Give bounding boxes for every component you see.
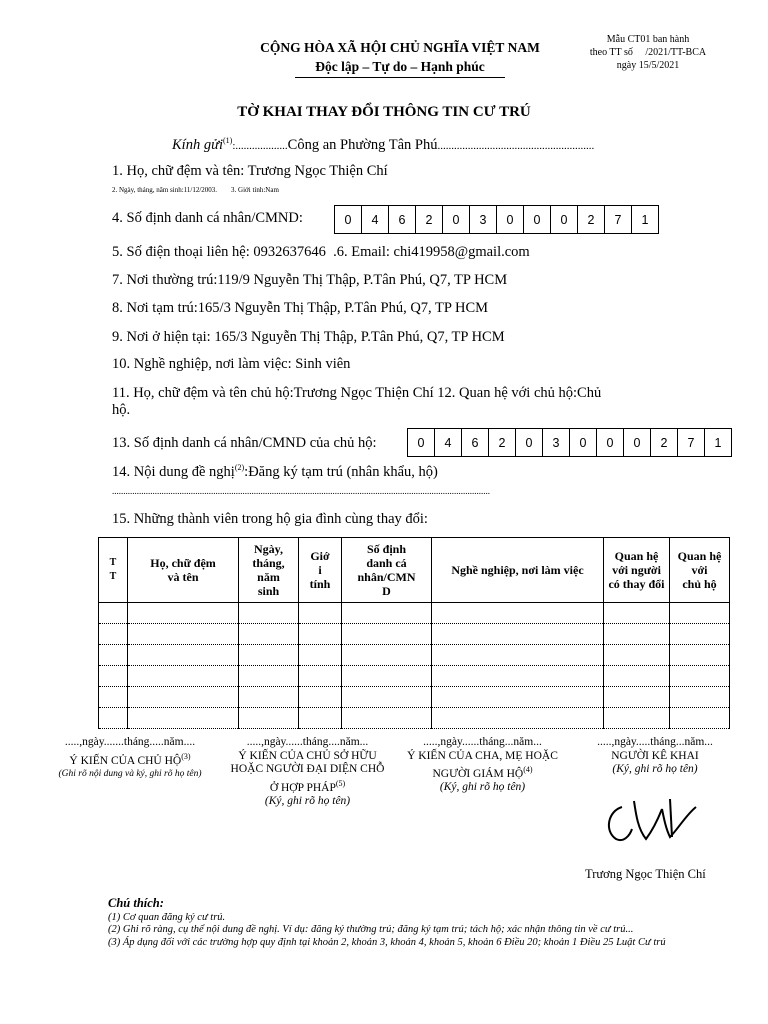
table-header-cell: Họ, chữ đệm và tên — [128, 538, 239, 603]
table-cell — [670, 645, 730, 666]
field-temporary-address: 8. Nơi tạm trú:165/3 Nguyễn Thị Thập, P.Tân Phú, Q7, TP HCM — [112, 300, 489, 316]
table-cell — [299, 645, 342, 666]
field-household-head: 11. Họ, chữ đệm và tên chủ hộ:Trương Ngọc Thiện Chí 12. Quan hệ với chủ hộ:Chủ — [112, 385, 602, 401]
table-cell — [342, 603, 432, 624]
motto: Độc lập – Tự do – Hạnh phúc — [315, 59, 485, 74]
table-cell — [239, 645, 299, 666]
note-item: (1) Cơ quan đăng ký cư trú. — [108, 911, 226, 923]
table-cell — [99, 687, 128, 708]
field-request-content — [112, 463, 438, 481]
id-digit-box: 3 — [543, 429, 570, 456]
sig-sup: (5) — [335, 778, 346, 788]
table-cell — [299, 603, 342, 624]
table-cell — [299, 708, 342, 729]
recipient-value: Công an Phường Tân Phú — [287, 136, 438, 153]
form-code-line: ngày 15/5/2021 — [616, 60, 680, 71]
table-cell — [128, 645, 239, 666]
table-cell — [342, 708, 432, 729]
id-digit-box: 4 — [435, 429, 462, 456]
national-header — [200, 40, 600, 78]
id-digit-box: 0 — [597, 429, 624, 456]
table-header-cell: Ngày, tháng, năm sinh — [239, 538, 299, 603]
request-sup: (2) — [234, 463, 245, 472]
table-cell — [99, 666, 128, 687]
recipient-sup: (1) — [223, 136, 233, 145]
table-cell — [432, 603, 604, 624]
table-cell — [670, 624, 730, 645]
sig-date: .....,ngày.....tháng...năm... — [597, 736, 713, 748]
table-cell — [128, 687, 239, 708]
table-row — [99, 603, 730, 624]
handwritten-signature — [600, 795, 700, 850]
table-cell — [299, 666, 342, 687]
field-head-id-label: 13. Số định danh cá nhân/CMND của chủ hộ: — [112, 435, 377, 451]
members-table — [98, 537, 730, 729]
table-cell — [299, 687, 342, 708]
sig-note: (Ký, ghi rõ họ tên) — [439, 781, 526, 794]
table-cell — [432, 645, 604, 666]
table-cell — [670, 687, 730, 708]
recipient-label: Kính gửi — [172, 136, 224, 153]
form-code — [578, 33, 718, 72]
table-cell — [604, 687, 670, 708]
table-cell — [239, 666, 299, 687]
form-code-line: Mẫu CT01 ban hành — [606, 34, 690, 45]
table-cell — [604, 708, 670, 729]
table-cell — [670, 666, 730, 687]
table-cell — [128, 603, 239, 624]
motto-underline — [295, 77, 505, 78]
table-cell — [99, 708, 128, 729]
table-cell — [128, 624, 239, 645]
table-cell — [99, 645, 128, 666]
table-cell — [670, 708, 730, 729]
table-cell — [99, 603, 128, 624]
sig-title: NGƯỜI KÊ KHAI — [611, 749, 699, 762]
field-household-head-cont: hộ. — [112, 402, 131, 418]
table-cell — [342, 645, 432, 666]
field-id-label: 4. Số định danh cá nhân/CMND: — [112, 210, 303, 226]
table-cell — [99, 624, 128, 645]
field-current-address: 9. Nơi ở hiện tại: 165/3 Nguyễn Thị Thập, P.Tân Phú, Q7, TP HCM — [112, 329, 505, 345]
form-code-line: theo TT số /2021/TT-BCA — [589, 47, 707, 58]
table-body — [99, 603, 730, 729]
id-digit-box: 0 — [408, 429, 435, 456]
table-cell — [342, 666, 432, 687]
id-digit-box: 0 — [624, 429, 651, 456]
table-cell — [239, 687, 299, 708]
id-digit-box: 2 — [651, 429, 678, 456]
table-cell — [604, 645, 670, 666]
table-cell — [670, 603, 730, 624]
id-digit-box: 0 — [497, 206, 524, 233]
members-table-wrap — [98, 537, 730, 729]
recipient-dots: :................... — [232, 139, 288, 152]
table-cell — [432, 624, 604, 645]
sig-title: Ý KIẾN CỦA CHA, MẸ HOẶC NGƯỜI GIÁM HỘ — [407, 749, 558, 780]
id-number-boxes — [334, 205, 659, 234]
id-digit-box: 4 — [362, 206, 389, 233]
table-row — [99, 645, 730, 666]
field-phone-email: 5. Số điện thoại liên hệ: 0932637646 .6. Email: chi419958@gmail.com — [112, 244, 530, 260]
sig-sup: (4) — [523, 765, 533, 774]
recipient-dots: ......................................................... — [437, 139, 595, 152]
footnotes — [108, 897, 698, 949]
sig-household-head — [40, 736, 220, 781]
id-digit-box: 6 — [462, 429, 489, 456]
sig-title: Ý KIẾN CỦA CHỦ SỞ HỮU HOẶC NGƯỜI ĐẠI DIỆN CHỖ Ở HỢP PHÁP — [230, 749, 385, 794]
note-item: (3) Áp dụng đối với các trường hợp quy định tại khoản 2, khoản 3, khoản 4, khoản 5, khoản 6 Điều 20; khoản 1 Điều 25 Luật Cư trú — [108, 936, 666, 948]
id-digit-box: 2 — [489, 429, 516, 456]
id-digit-box: 0 — [551, 206, 578, 233]
table-row — [99, 666, 730, 687]
table-header-cell: Số định danh cá nhân/CMN D — [342, 538, 432, 603]
field-full-name: 1. Họ, chữ đệm và tên: Trương Ngọc Thiện Chí — [112, 163, 388, 179]
sig-date: .....,ngày......tháng...năm... — [423, 736, 542, 748]
table-cell — [128, 666, 239, 687]
sig-guardian — [400, 736, 565, 795]
table-cell — [342, 624, 432, 645]
note-item: (2) Ghi rõ ràng, cụ thể nội dung đề nghị. Ví dụ: đăng ký thường trú; đăng ký tạm trú; tách hộ; xác nhận thông tin về cư trú... — [108, 924, 634, 935]
table-header-cell: T T — [99, 538, 128, 603]
request-dots-line: ........................................................................................................................................................................ — [112, 486, 490, 496]
sig-sup: (3) — [181, 751, 191, 761]
id-digit-box: 7 — [678, 429, 705, 456]
id-digit-box: 0 — [443, 206, 470, 233]
table-cell — [299, 624, 342, 645]
table-cell — [239, 603, 299, 624]
table-cell — [239, 624, 299, 645]
table-cell — [342, 687, 432, 708]
field-birth-gender: 2. Ngày, tháng, năm sinh:11/12/2003. 3. Giới tính:Nam — [112, 186, 279, 194]
id-digit-box: 1 — [714, 435, 722, 450]
sig-date: .....,ngày.......tháng.....năm.... — [64, 736, 196, 748]
table-cell — [239, 708, 299, 729]
sig-date: .....,ngày......tháng....năm... — [246, 736, 369, 748]
request-value: :Đăng ký tạm trú (nhân khẩu, hộ) — [244, 463, 438, 480]
table-cell — [432, 708, 604, 729]
notes-heading: Chú thích: — [108, 896, 164, 910]
sig-declarant — [580, 736, 730, 777]
sig-note: (Ghi rõ nội dung và ký, ghi rõ họ tên) — [58, 768, 202, 779]
table-cell — [432, 687, 604, 708]
table-header-cell: Quan hệ với người có thay đổi — [604, 538, 670, 603]
table-cell — [604, 603, 670, 624]
table-header-cell: Nghề nghiệp, nơi làm việc — [432, 538, 604, 603]
id-digit-box: 0 — [524, 206, 551, 233]
id-digit-box: 1 — [641, 212, 649, 227]
table-header-row — [99, 538, 730, 603]
id-digit-box: 6 — [389, 206, 416, 233]
field-occupation: 10. Nghề nghiệp, nơi làm việc: Sinh viên — [112, 356, 351, 372]
id-digit-box: 7 — [605, 206, 632, 233]
request-label: 14. Nội dung đề nghị — [112, 463, 235, 480]
sig-title: Ý KIẾN CỦA CHỦ HỘ — [69, 754, 182, 767]
table-row — [99, 624, 730, 645]
table-header-cell: Giớ i tính — [299, 538, 342, 603]
recipient-line — [172, 136, 594, 154]
table-header-cell: Quan hệ với chủ hộ — [670, 538, 730, 603]
field-permanent-address: 7. Nơi thường trú:119/9 Nguyễn Thị Thập, P.Tân Phú, Q7, TP HCM — [112, 272, 508, 288]
id-digit-box: 2 — [578, 206, 605, 233]
table-row — [99, 708, 730, 729]
id-digit-box: 2 — [416, 206, 443, 233]
table-row — [99, 687, 730, 708]
declarant-name: Trương Ngọc Thiện Chí — [585, 867, 706, 881]
id-digit-box: 0 — [335, 206, 362, 233]
sig-owner — [225, 736, 390, 808]
id-digit-box: 3 — [470, 206, 497, 233]
form-title: TỜ KHAI THAY ĐỔI THÔNG TIN CƯ TRÚ — [237, 104, 531, 120]
table-cell — [128, 708, 239, 729]
field-members-label: 15. Những thành viên trong hộ gia đình cùng thay đổi: — [112, 511, 428, 527]
nation-title: CỘNG HÒA XÃ HỘI CHỦ NGHĨA VIỆT NAM — [260, 40, 540, 55]
table-cell — [432, 666, 604, 687]
sig-note: (Ký, ghi rõ họ tên) — [264, 794, 351, 807]
head-id-number-boxes — [407, 428, 732, 457]
table-cell — [604, 666, 670, 687]
table-cell — [604, 624, 670, 645]
sig-note: (Ký, ghi rõ họ tên) — [612, 763, 698, 775]
id-digit-box: 0 — [516, 429, 543, 456]
id-digit-box: 0 — [570, 429, 597, 456]
